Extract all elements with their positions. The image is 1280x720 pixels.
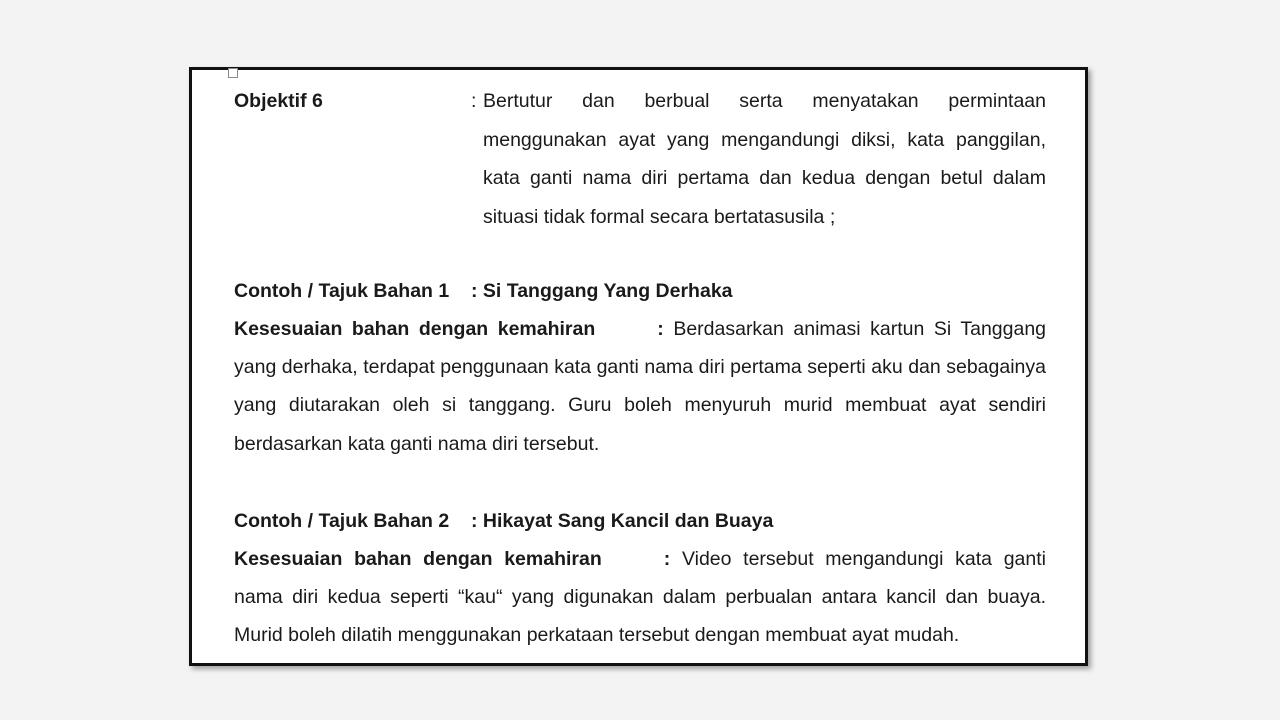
suitability-paragraph-1 bbox=[234, 310, 1046, 463]
topic-row-2 bbox=[234, 502, 1046, 540]
topic-label-1: Contoh / Tajuk Bahan 1 bbox=[234, 280, 450, 302]
section-1 bbox=[234, 272, 1046, 463]
section-2 bbox=[234, 502, 1046, 655]
suitability-label-1: Kesesuaian bahan dengan kemahiran bbox=[234, 318, 596, 340]
suitability-colon-2: : bbox=[663, 547, 671, 570]
objective-colon: : bbox=[471, 90, 477, 112]
topic-value-1: : Si Tanggang Yang Derhaka bbox=[471, 280, 733, 302]
text-anchor-icon bbox=[228, 68, 238, 78]
objective-label: Objektif 6 bbox=[234, 90, 323, 112]
suitability-label-2: Kesesuaian bahan dengan kemahiran bbox=[234, 547, 602, 570]
objective-row bbox=[234, 82, 1046, 236]
topic-value-2: : Hikayat Sang Kancil dan Buaya bbox=[471, 509, 774, 532]
suitability-text-1: Berdasarkan animasi kartun Si Tanggang yang derhaka, terdapat penggunaan kata ganti nama diri pertama seperti aku dan sebagainya yang diutarakan oleh si tanggang. Guru boleh menyuruh murid membuat ayat sendiri berdasarkan kata ganti nama diri tersebut. bbox=[234, 318, 1047, 455]
topic-label-2: Contoh / Tajuk Bahan 2 bbox=[234, 509, 450, 532]
topic-row-1 bbox=[234, 272, 1046, 310]
document-page bbox=[189, 67, 1088, 666]
document-content bbox=[234, 82, 1046, 654]
suitability-colon-1: : bbox=[657, 318, 664, 340]
suitability-text-2: Video tersebut mengandungi kata ganti nama diri kedua seperti “kau“ yang digunakan dalam perbualan antara kancil dan buaya. Murid boleh dilatih menggunakan perkataan tersebut dengan membuat ayat mudah. bbox=[234, 547, 1046, 647]
objective-text: Bertutur dan berbual serta menyatakan permintaan menggunakan ayat yang mengandungi diksi, kata panggilan, kata ganti nama diri pertama dan kedua dengan betul dalam situasi tidak formal secara bertatasusila ; bbox=[483, 90, 1046, 228]
suitability-paragraph-2 bbox=[234, 540, 1046, 655]
